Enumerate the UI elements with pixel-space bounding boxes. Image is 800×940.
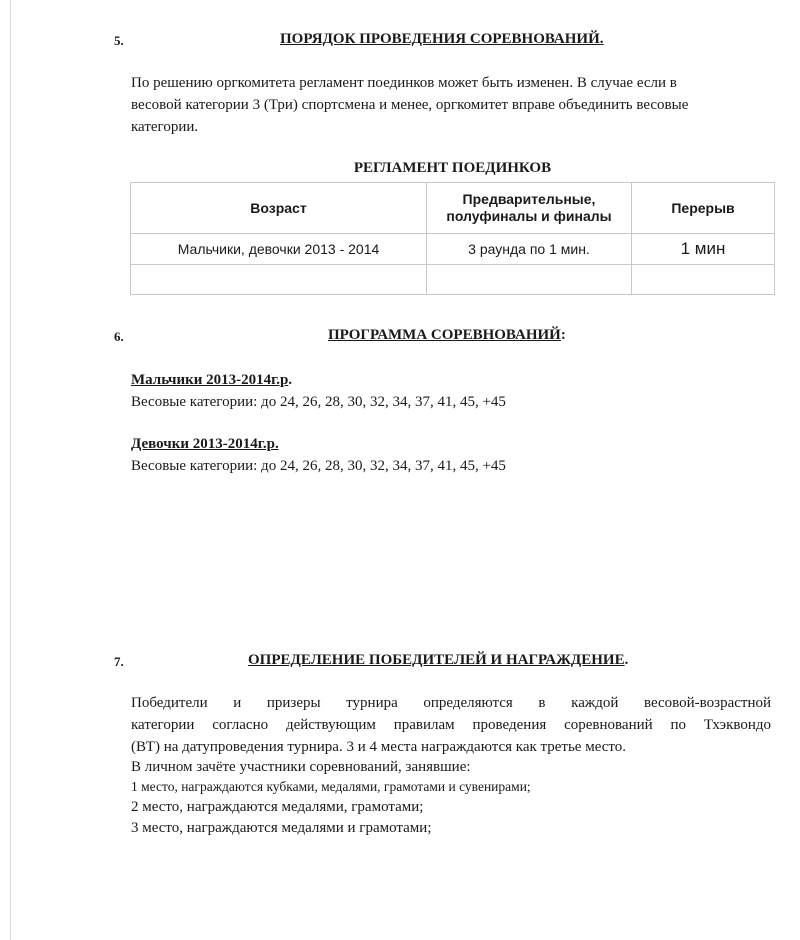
section-7-title-suffix: . — [624, 652, 629, 668]
table-cell-rounds: 3 раунда по 1 мин. — [427, 234, 632, 265]
section-5-number: 5. — [114, 33, 124, 48]
regulation-table — [130, 182, 775, 295]
table-header-row — [131, 183, 775, 234]
table-cell-age: Мальчики, девочки 2013 - 2014 — [131, 234, 427, 265]
regulation-table-title: РЕГЛАМЕНТ ПОЕДИНКОВ — [353, 160, 552, 176]
paragraph-line: Победители и призеры турнира определяются в каждой весовой-возрастной — [131, 695, 771, 711]
award-place-2: 2 место, награждаются медалями, грамотами; — [131, 799, 424, 815]
section-6-number: 6. — [114, 329, 124, 344]
award-place-3: 3 место, награждаются медалями и грамотами; — [131, 820, 432, 836]
girls-label: Девочки 2013-2014г.р. — [131, 436, 279, 452]
column-header-rounds-line: Предварительные, — [462, 191, 596, 207]
boys-label-suffix: . — [288, 372, 293, 388]
boys-label: Мальчики 2013-2014г.р — [131, 372, 289, 388]
table-row — [131, 234, 775, 265]
section-7-heading — [248, 651, 628, 669]
paragraph-line: категории согласно действующим правилам проведения соревнований по Тхэквондо — [131, 717, 771, 733]
paragraph-line: По решению оргкомитета регламент поединков может быть изменен. В случае если в — [131, 75, 677, 91]
section-5-paragraph — [131, 72, 771, 138]
paragraph-line: весовой категории 3 (Три) спортсмена и менее, оргкомитет вправе объединить весовые — [131, 97, 689, 113]
boys-block — [131, 369, 506, 413]
table-row-empty — [131, 265, 775, 295]
section-5-title: ПОРЯДОК ПРОВЕДЕНИЯ СОРЕВНОВАНИЙ. — [280, 31, 604, 47]
table-cell-empty — [632, 265, 775, 295]
section-6-title-suffix: : — [560, 327, 566, 343]
column-header-rounds — [427, 183, 632, 234]
section-7-number: 7. — [114, 654, 124, 669]
column-header-break: Перерыв — [632, 183, 775, 234]
column-header-age: Возраст — [131, 183, 427, 234]
table-cell-empty — [427, 265, 632, 295]
page-edge — [10, 0, 11, 940]
boys-weights: Весовые категории: до 24, 26, 28, 30, 32, 34, 37, 41, 45, +45 — [131, 394, 506, 410]
regulation-table-title-wrap — [130, 160, 775, 177]
table-cell-break: 1 мин — [632, 234, 775, 265]
awards-list — [131, 758, 771, 838]
award-place-1: 1 место, награждаются кубками, медалями, грамотами и сувенирами; — [131, 779, 531, 794]
section-7-paragraph — [131, 692, 771, 758]
section-6-heading — [328, 326, 566, 344]
section-7-title: ОПРЕДЕЛЕНИЕ ПОБЕДИТЕЛЕЙ И НАГРАЖДЕНИЕ — [248, 652, 625, 668]
girls-weights: Весовые категории: до 24, 26, 28, 30, 32, 34, 37, 41, 45, +45 — [131, 458, 506, 474]
paragraph-line: категории. — [131, 119, 199, 135]
section-6-title: ПРОГРАММА СОРЕВНОВАНИЙ — [328, 327, 561, 343]
paragraph-line: (ВТ) на датупроведения турнира. 3 и 4 места награждаются как третье место. — [131, 739, 626, 755]
awards-intro: В личном зачёте участники соревнований, занявшие: — [131, 759, 471, 775]
table-cell-empty — [131, 265, 427, 295]
girls-block — [131, 433, 506, 477]
column-header-rounds-line: полуфиналы и финалы — [446, 208, 612, 224]
